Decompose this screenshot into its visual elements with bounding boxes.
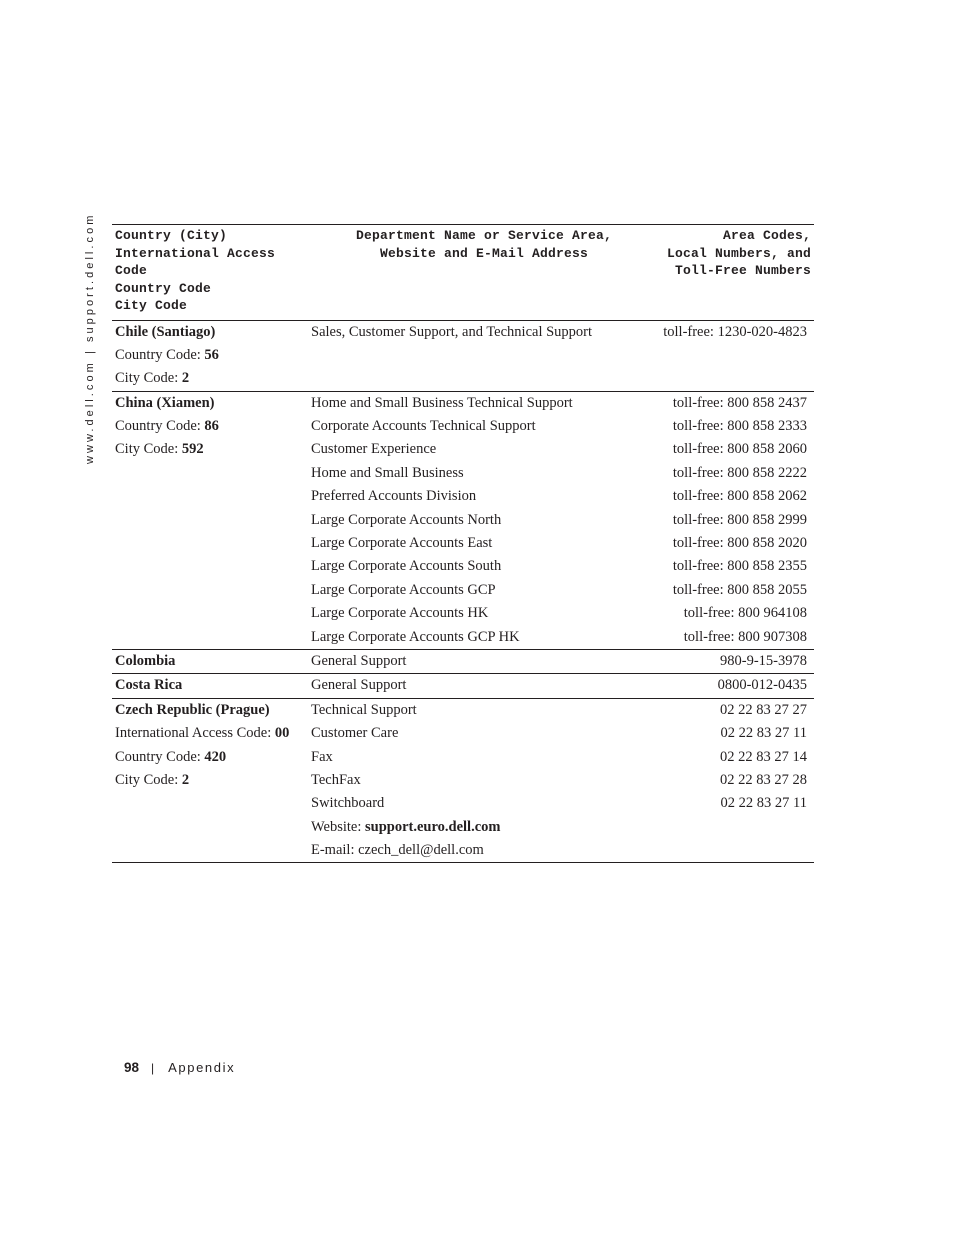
department-cell: [308, 344, 660, 367]
department-cell: [308, 698, 660, 722]
country-cell: [112, 769, 308, 792]
department-name: General Support: [311, 677, 407, 694]
department-cell: [308, 485, 660, 508]
department-cell: [308, 532, 660, 555]
phone-number: toll-free: 800 858 2055: [672, 581, 807, 598]
table-row: [112, 555, 814, 578]
country-cell: [112, 602, 308, 625]
department-name: TechFax: [311, 771, 361, 788]
code-value: 86: [204, 418, 219, 435]
department-cell: [308, 438, 660, 461]
table-row: [112, 579, 814, 602]
code-value: 2: [181, 370, 190, 387]
code-label: City Code:: [115, 441, 182, 458]
phone-number: toll-free: 800 964108: [683, 605, 807, 622]
country-cell: [112, 344, 308, 367]
department-cell: [308, 367, 660, 391]
department-cell: [308, 509, 660, 532]
department-cell: [308, 462, 660, 485]
code-value: 56: [204, 346, 219, 363]
code-value: 00: [274, 725, 290, 742]
country-cell: [112, 367, 308, 391]
country-cell: [112, 579, 308, 602]
country-cell: [112, 816, 308, 839]
department-name: Large Corporate Accounts GCP: [311, 581, 496, 598]
country-cell: [112, 746, 308, 769]
country-cell: [112, 415, 308, 438]
code-label: Country Code:: [115, 748, 205, 765]
country-cell: [112, 698, 308, 722]
department-cell: [308, 415, 660, 438]
department-cell: [308, 816, 660, 839]
phone-number: [660, 344, 814, 367]
phone-number: 02 22 83 27 11: [720, 725, 807, 742]
code-value: 2: [181, 771, 190, 788]
table-row: [112, 462, 814, 485]
department-name: Large Corporate Accounts South: [311, 558, 502, 575]
table-row: [112, 415, 814, 438]
table-header: [112, 225, 814, 321]
country-cell: [112, 438, 308, 461]
department-name: General Support: [311, 652, 407, 669]
department-name: Customer Experience: [311, 441, 437, 458]
country-cell: [112, 792, 308, 815]
table-row: [112, 485, 814, 508]
footer-separator: |: [151, 1061, 155, 1075]
department-name: Large Corporate Accounts GCP HK: [311, 628, 520, 645]
code-value: 592: [181, 441, 204, 458]
department-cell: [308, 579, 660, 602]
country-cell: [112, 555, 308, 578]
country-group: [112, 320, 814, 391]
department-name: Switchboard: [311, 795, 385, 812]
phone-number: 980-9-15-3978: [720, 652, 807, 669]
table-row: [112, 649, 814, 673]
code-label: Country Code:: [115, 418, 205, 435]
phone-number: 02 22 83 27 14: [720, 748, 807, 765]
table-row: [112, 438, 814, 461]
department-cell: [308, 649, 660, 673]
phone-number: 02 22 83 27 11: [720, 795, 807, 812]
phone-number: toll-free: 800 858 2437: [672, 394, 807, 411]
phone-number: toll-free: 800 858 2020: [672, 535, 807, 552]
department-name: Preferred Accounts Division: [311, 488, 477, 505]
table-row: [112, 391, 814, 415]
code-label: Country Code:: [115, 346, 205, 363]
department-cell: [308, 839, 660, 863]
code-value: 420: [204, 748, 227, 765]
phone-number: [660, 816, 814, 839]
website-link[interactable]: support.euro.dell.com: [365, 818, 501, 835]
department-name: E-mail: czech_dell@dell.com: [311, 842, 484, 859]
country-name: China (Xiamen): [115, 394, 215, 411]
country-cell: [112, 320, 308, 344]
code-label: International Access Code:: [115, 725, 275, 742]
section-name: Appendix: [168, 1060, 236, 1075]
code-label: City Code:: [115, 370, 182, 387]
department-cell: [308, 391, 660, 415]
table-row: [112, 722, 814, 745]
country-name: Costa Rica: [115, 677, 183, 694]
phone-number: toll-free: 800 858 2062: [672, 488, 807, 505]
phone-number: toll-free: 800 858 2222: [672, 464, 807, 481]
table-row: [112, 626, 814, 650]
phone-number: 0800-012-0435: [717, 677, 807, 694]
phone-number: toll-free: 1230-020-4823: [663, 323, 807, 340]
table-row: [112, 816, 814, 839]
table-row: [112, 367, 814, 391]
country-group: [112, 391, 814, 649]
table-row: [112, 792, 814, 815]
header-numbers: Area Codes, Local Numbers, and Toll-Free Numbers: [666, 228, 811, 278]
department-name: Website:: [311, 818, 365, 835]
table-row: [112, 698, 814, 722]
page-footer: [124, 1060, 235, 1075]
department-name: Technical Support: [311, 701, 417, 718]
country-cell: [112, 649, 308, 673]
phone-number: toll-free: 800 858 2060: [672, 441, 807, 458]
department-name: Large Corporate Accounts HK: [311, 605, 489, 622]
country-cell: [112, 462, 308, 485]
country-group: [112, 698, 814, 863]
department-name: Large Corporate Accounts East: [311, 535, 493, 552]
department-name: Sales, Customer Support, and Technical Support: [311, 323, 593, 340]
table-row: [112, 839, 814, 863]
country-group: [112, 649, 814, 673]
phone-number: 02 22 83 27 27: [720, 701, 807, 718]
header-country: Country (City) International Access Code Country Code City Code: [115, 228, 276, 313]
phone-number: toll-free: 800 858 2333: [672, 418, 807, 435]
page-number: 98: [124, 1060, 140, 1075]
contact-table: [112, 224, 814, 863]
code-label: City Code:: [115, 771, 182, 788]
department-cell: [308, 626, 660, 650]
table-row: [112, 509, 814, 532]
table-row: [112, 602, 814, 625]
department-cell: [308, 320, 660, 344]
department-cell: [308, 792, 660, 815]
table-row: [112, 769, 814, 792]
side-url-text: www.dell.com | support.dell.com: [84, 212, 96, 464]
contact-table-container: [112, 224, 814, 863]
phone-number: toll-free: 800 858 2999: [672, 511, 807, 528]
country-cell: [112, 626, 308, 650]
table-row: [112, 746, 814, 769]
country-cell: [112, 391, 308, 415]
country-group: [112, 674, 814, 698]
phone-number: 02 22 83 27 28: [720, 771, 807, 788]
department-name: Large Corporate Accounts North: [311, 511, 502, 528]
department-name: Corporate Accounts Technical Support: [311, 418, 536, 435]
country-name: Czech Republic (Prague): [115, 701, 270, 718]
phone-number: [660, 367, 814, 391]
table-row: [112, 344, 814, 367]
phone-number: toll-free: 800 858 2355: [672, 558, 807, 575]
header-department: Department Name or Service Area, Website and E-Mail Address: [355, 228, 613, 261]
department-cell: [308, 769, 660, 792]
country-name: Chile (Santiago): [115, 323, 216, 340]
phone-number: [660, 839, 814, 863]
department-cell: [308, 746, 660, 769]
country-cell: [112, 509, 308, 532]
table-row: [112, 674, 814, 698]
table-row: [112, 320, 814, 344]
department-name: Customer Care: [311, 725, 399, 742]
phone-number: toll-free: 800 907308: [683, 628, 807, 645]
country-cell: [112, 722, 308, 745]
department-name: Home and Small Business: [311, 464, 464, 481]
country-cell: [112, 532, 308, 555]
country-name: Colombia: [115, 652, 176, 669]
table-row: [112, 532, 814, 555]
department-cell: [308, 674, 660, 698]
country-cell: [112, 839, 308, 863]
country-cell: [112, 485, 308, 508]
department-cell: [308, 722, 660, 745]
department-cell: [308, 602, 660, 625]
department-name: Fax: [311, 748, 333, 765]
department-name: Home and Small Business Technical Support: [311, 394, 573, 411]
country-cell: [112, 674, 308, 698]
department-cell: [308, 555, 660, 578]
